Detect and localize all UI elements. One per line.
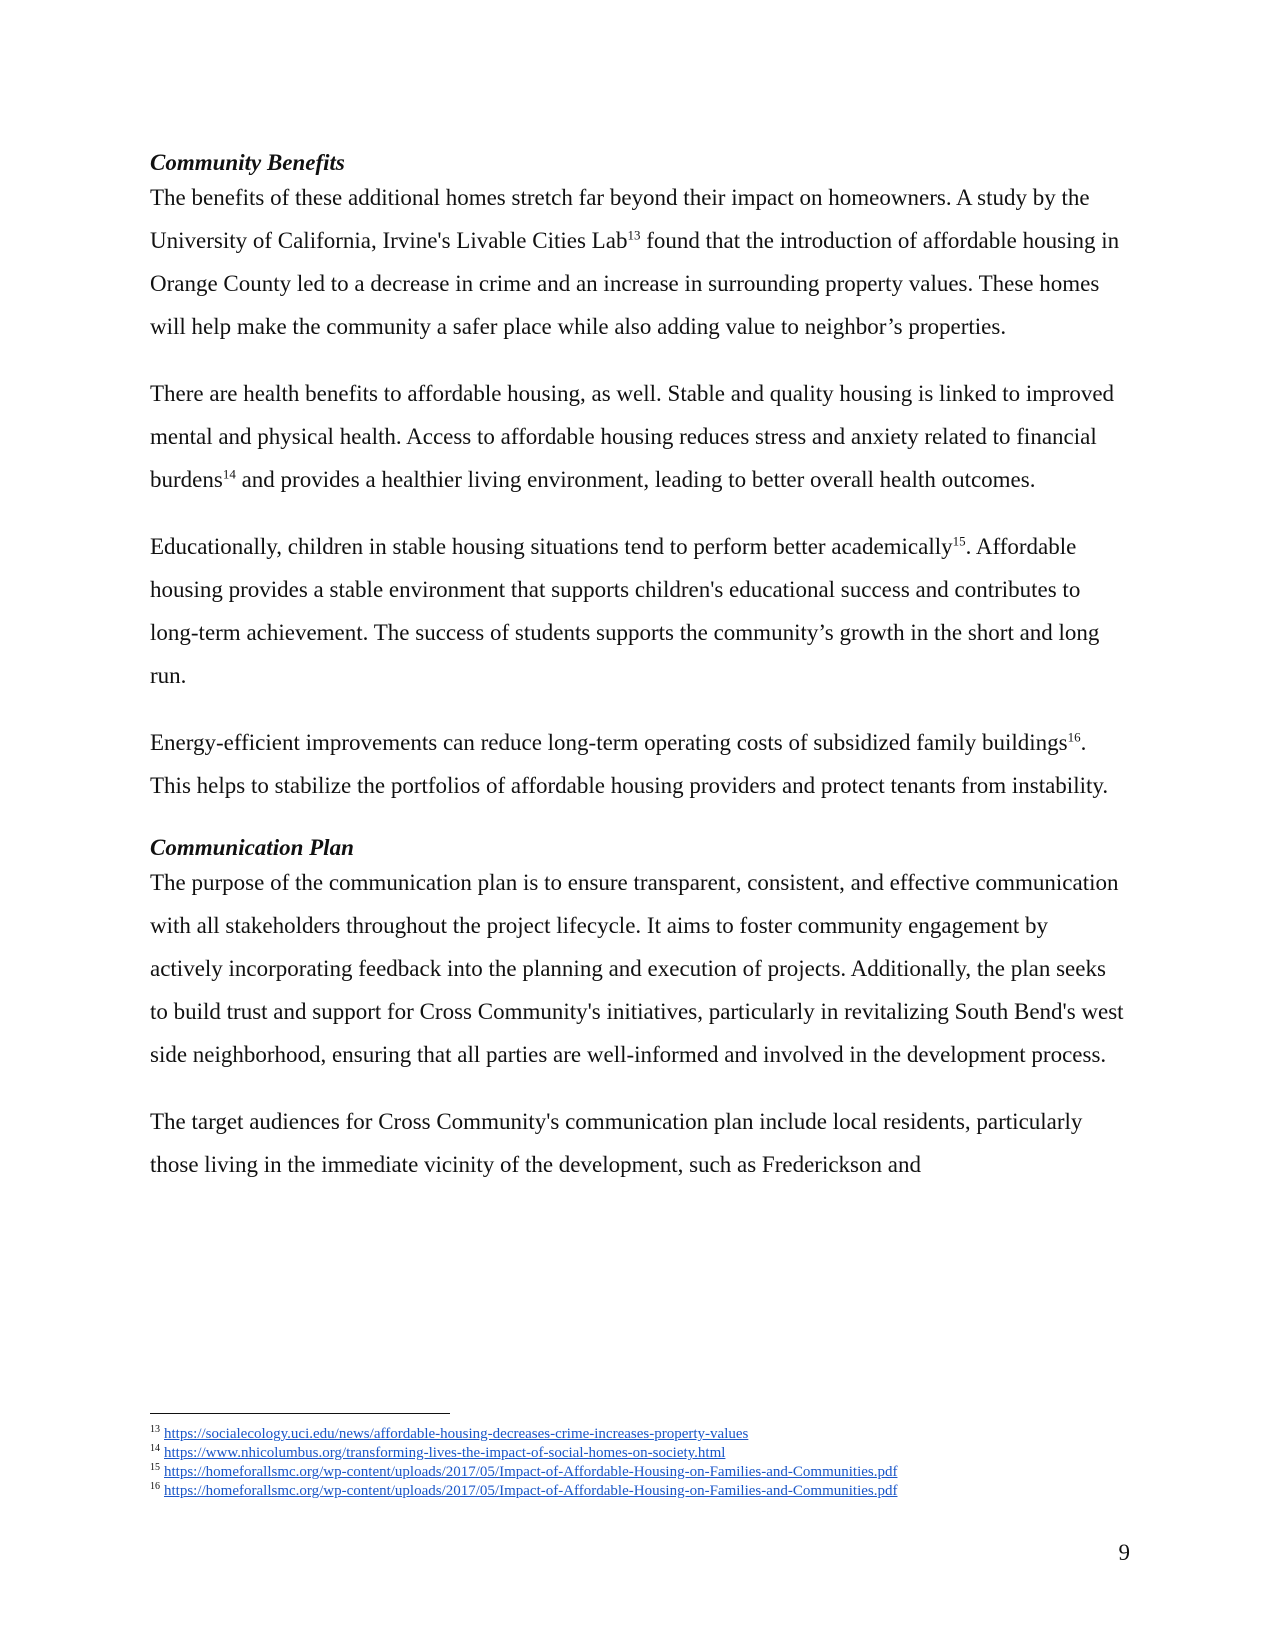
paragraph-energy-efficiency [150,721,1125,807]
footnote-ref-13[interactable]: 13 [627,227,641,243]
footnote-ref-15[interactable]: 15 [952,533,966,549]
footnote-14 [150,1444,1150,1463]
footnote-13 [150,1425,1150,1444]
footnote-number: 13 [150,1424,160,1435]
paragraph-text: . This helps to stabilize the portfolios of affordable housing providers and protect tenants from instability. [150,730,1109,798]
footnote-number: 14 [150,1443,160,1454]
footnote-ref-16[interactable]: 16 [1067,729,1081,745]
footnote-ref-14[interactable]: 14 [222,466,236,482]
section-heading-communication-plan: Communication Plan [150,835,354,860]
footnote-15 [150,1463,1150,1482]
page-number: 9 [1118,1540,1130,1565]
footnote-number: 16 [150,1481,160,1492]
paragraph-text: There are health benefits to affordable housing, as well. Stable and quality housing is linked to improved mental and physical health. Access to affordable housing reduces stress and anxiety related to financial burdens [150,381,1115,492]
footnote-link[interactable]: https://homeforallsmc.org/wp-content/uploads/2017/05/Impact-of-Affordable-Housing-on-Families-and-Communities.pdf [164,1483,898,1499]
paragraph-text: . Affordable housing provides a stable environment that supports children's educational success and contributes to long-term achievement. The success of students supports the community’s growth in the short and long run. [150,534,1100,688]
footnote-link[interactable]: https://www.nhicolumbus.org/transforming-lives-the-impact-of-social-homes-on-society.html [164,1445,726,1461]
footnote-separator [150,1413,450,1414]
paragraph-text: found that the introduction of affordable housing in Orange County led to a decrease in crime and an increase in surrounding property values. These homes will help make the community a safer place while also adding value to neighbor’s properties. [150,228,1120,339]
section-heading-community-benefits: Community Benefits [150,150,345,175]
page-body [150,146,1125,1210]
footnote-number: 15 [150,1462,160,1473]
paragraph-communication-purpose: The purpose of the communication plan is to ensure transparent, consistent, and effective communication with all stakeholders throughout the project lifecycle. It aims to foster community engagement by actively incorporating feedback into the planning and execution of projects. Additionally, the plan seeks to build trust and support for Cross Community's initiatives, particularly in revitalizing South Bend's west side neighborhood, ensuring that all parties are well-informed and involved in the development process. [150,870,1124,1067]
footnotes [150,1425,1150,1501]
paragraph-text: and provides a healthier living environment, leading to better overall health outcomes. [235,467,1036,492]
paragraph-educational-benefits [150,525,1125,697]
paragraph-text: Energy-efficient improvements can reduce long-term operating costs of subsidized family buildings [150,730,1068,755]
paragraph-health-benefits [150,372,1125,501]
paragraph-target-audiences: The target audiences for Cross Community's communication plan include local residents, particularly those living in the immediate vicinity of the development, such as Frederickson and [150,1109,1083,1177]
paragraph-community-benefits-intro [150,176,1125,348]
footnote-link[interactable]: https://homeforallsmc.org/wp-content/uploads/2017/05/Impact-of-Affordable-Housing-on-Families-and-Communities.pdf [164,1464,898,1480]
footnote-16 [150,1482,1150,1501]
footnote-link[interactable]: https://socialecology.uci.edu/news/affordable-housing-decreases-crime-increases-property-values [164,1426,749,1442]
paragraph-text: The benefits of these additional homes stretch far beyond their impact on homeowners. A study by the University of California, Irvine's Livable Cities Lab [150,185,1090,253]
paragraph-text: Educationally, children in stable housing situations tend to perform better academically [150,534,953,559]
